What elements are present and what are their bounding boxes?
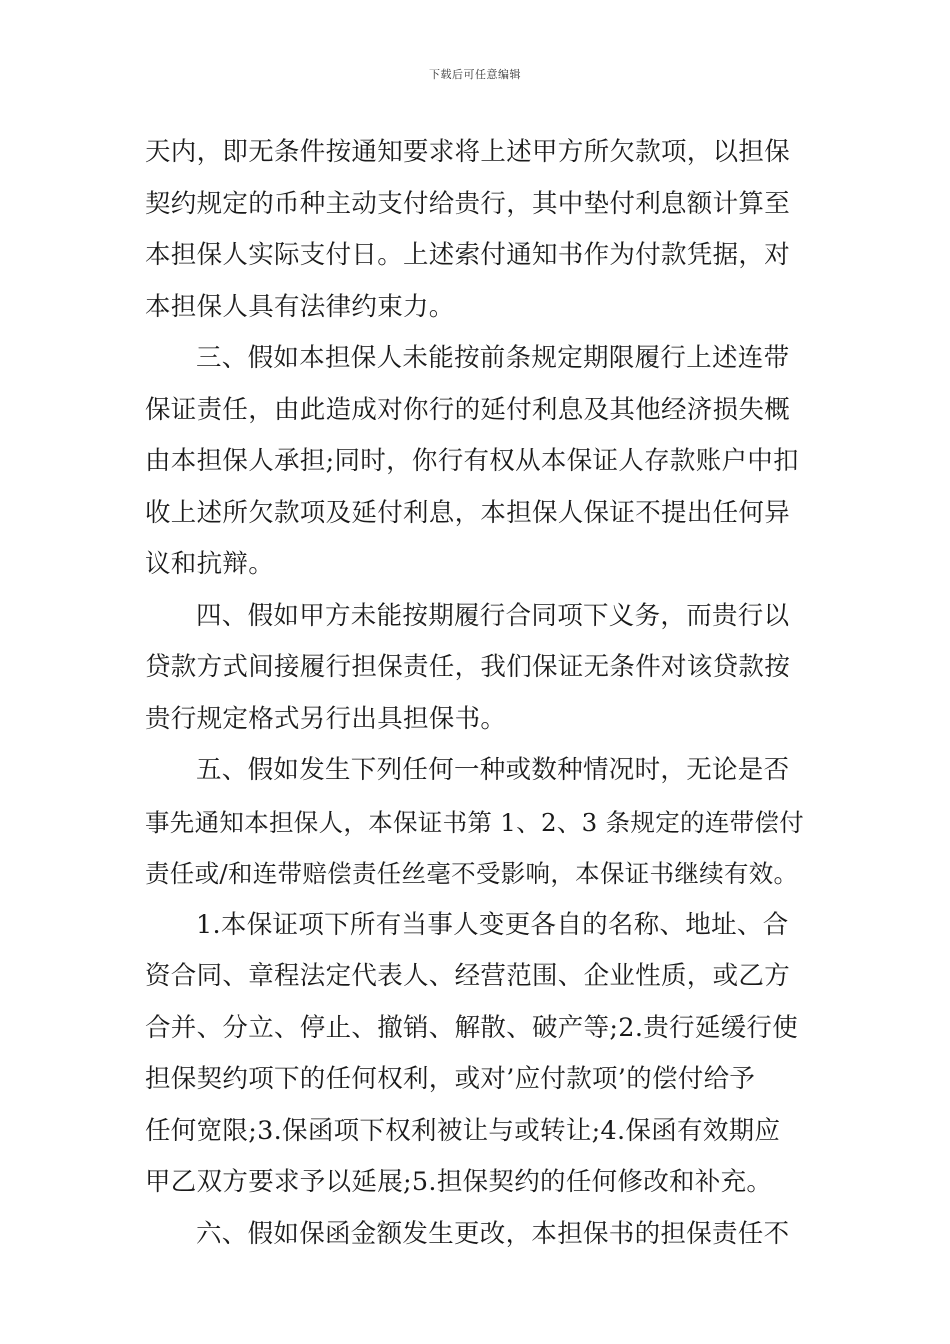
- page-header: 下载后可任意编辑: [429, 68, 521, 81]
- document-body: [145, 127, 810, 1260]
- text-line: 任何宽限;3.保函项下权利被让与或转让;4.保函有效期应: [145, 1115, 781, 1146]
- paragraph-start-line: 六、假如保函金额发生更改，本担保书的担保责任不: [196, 1218, 790, 1249]
- paragraph-start-line: 四、假如甲方未能按期履行合同项下义务，而贵行以: [196, 600, 790, 631]
- text-line: 契约规定的币种主动支付给贵行，其中垫付利息额计算至: [145, 188, 791, 219]
- text-line: 担保契约项下的任何权利，或对’应付款项’的偿付给予: [145, 1064, 756, 1094]
- text-line: 事先通知本担保人，本保证书第 1、2、3 条规定的连带偿付: [145, 807, 805, 837]
- text-line: 合并、分立、停止、撤销、解散、破产等;2.贵行延缓行使: [145, 1012, 799, 1043]
- paragraph-start-line: 1.本保证项下所有当事人变更各自的名称、地址、合: [196, 909, 789, 940]
- text-line: 保证责任，由此造成对你行的延付利息及其他经济损失概: [145, 394, 791, 425]
- text-line: 甲乙双方要求予以延展;5.担保契约的任何修改和补充。: [145, 1167, 773, 1197]
- paragraph-start-line: 五、假如发生下列任何一种或数种情况时，无论是否: [196, 755, 790, 785]
- text-line: 资合同、章程法定代表人、经营范围、企业性质，或乙方: [145, 961, 791, 991]
- text-line: 贷款方式间接履行担保责任，我们保证无条件对该贷款按: [145, 652, 791, 682]
- paragraph-start-line: 三、假如本担保人未能按前条规定期限履行上述连带: [196, 343, 790, 373]
- text-line: 由本担保人承担;同时，你行有权从本保证人存款账户中扣: [145, 446, 799, 476]
- text-line: 贵行规定格式另行出具担保书。: [145, 703, 507, 734]
- text-line: 本担保人具有法律约束力。: [145, 291, 455, 322]
- text-line: 本担保人实际支付日。上述索付通知书作为付款凭据，对: [145, 240, 791, 270]
- text-line: 天内，即无条件按通知要求将上述甲方所欠款项，以担保: [145, 137, 791, 167]
- text-line: 议和抗辩。: [145, 549, 275, 579]
- text-line: 责任或/和连带赔偿责任丝毫不受影响，本保证书继续有效。: [145, 859, 799, 888]
- text-line: 收上述所欠款项及延付利息，本担保人保证不提出任何异: [145, 497, 791, 528]
